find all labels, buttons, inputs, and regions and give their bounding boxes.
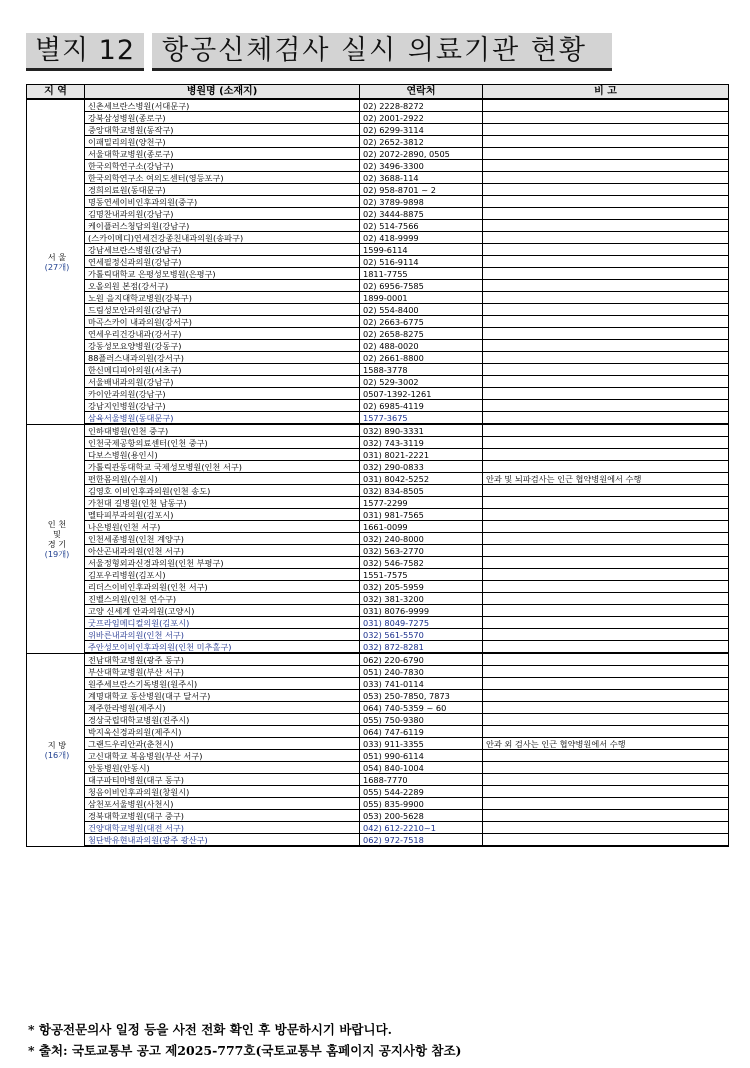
note [483,521,729,533]
region-name-line: 경 기 [47,538,67,549]
region-name-line: 및 [53,528,61,539]
region-cell [27,99,85,424]
table-row [27,629,729,641]
hospital-name: 주안성모이비인후과의원(인천 미추홀구) [85,641,360,654]
header-hospital: 병원명 (소재지) [85,85,360,100]
contact-number: 02) 2663-6775 [360,316,483,328]
table-row [27,376,729,388]
contact-number: 051) 990-6114 [360,750,483,762]
region-count: (19개) [44,548,70,559]
table-row [27,412,729,425]
table-row [27,148,729,160]
contact-number: 02) 2652-3812 [360,136,483,148]
note [483,798,729,810]
hospital-name: 전남대학교병원(광주 동구) [85,653,360,666]
hospital-name: 안동병원(안동시) [85,762,360,774]
note [483,352,729,364]
contact-number: 064) 740-5359 ~ 60 [360,702,483,714]
contact-number: 02) 3688-114 [360,172,483,184]
table-row [27,473,729,485]
contact-number: 1588-3778 [360,364,483,376]
hospital-name: 한국의학연구소(강남구) [85,160,360,172]
hospital-name: 부산대학교병원(부산 서구) [85,666,360,678]
note [483,678,729,690]
table-row [27,617,729,629]
hospital-name: 제주한라병원(제주시) [85,702,360,714]
table-row [27,545,729,557]
note [483,545,729,557]
note [483,533,729,545]
hospital-name: 건양대학교병원(대전 서구) [85,822,360,834]
note [483,617,729,629]
table-row [27,738,729,750]
table-row [27,268,729,280]
hospital-name: 가천대 길병원(인천 남동구) [85,497,360,509]
hospital-name: (스카이메디)연세건강종친내과의원(송파구) [85,232,360,244]
hospital-name: 신촌세브란스병원(서대문구) [85,99,360,112]
table-row [27,208,729,220]
contact-number: 1899-0001 [360,292,483,304]
hospital-name: 인천국제공항의료센터(인천 중구) [85,437,360,449]
table-row [27,750,729,762]
table-row [27,581,729,593]
note [483,449,729,461]
note [483,208,729,220]
hospital-name: 고신대학교 복음병원(부산 서구) [85,750,360,762]
table-row [27,786,729,798]
note [483,581,729,593]
contact-number: 033) 741-0114 [360,678,483,690]
note [483,196,729,208]
note [483,232,729,244]
contact-number: 02) 516-9114 [360,256,483,268]
contact-number: 032) 240-8000 [360,533,483,545]
note [483,437,729,449]
contact-number: 1811-7755 [360,268,483,280]
note [483,268,729,280]
table-row [27,292,729,304]
region-count: (27개) [44,261,70,272]
hospital-name: 경북대학교병원(대구 중구) [85,810,360,822]
contact-number: 032) 834-8505 [360,485,483,497]
contact-number: 055) 750-9380 [360,714,483,726]
hospital-name: 카이안과의원(강남구) [85,388,360,400]
hospital-name: 강남세브란스병원(강남구) [85,244,360,256]
table-row [27,521,729,533]
header-contact: 연락처 [360,85,483,100]
table-row [27,666,729,678]
note: 안과 및 뇌파검사는 인근 협약병원에서 수행 [483,473,729,485]
note [483,702,729,714]
region-name [30,519,84,549]
hospital-name: 리더스이비인후과의원(인천 서구) [85,581,360,593]
region-name [30,252,84,262]
hospital-name: 강남지인병원(강남구) [85,400,360,412]
contact-number: 032) 890-3331 [360,424,483,437]
note [483,641,729,654]
hospital-name: 멜타피부과의원(김포시) [85,509,360,521]
note [483,810,729,822]
contact-number: 02) 958-8701 ~ 2 [360,184,483,196]
note [483,244,729,256]
hospital-name: 인천세종병원(인천 계양구) [85,533,360,545]
contact-number: 032) 546-7582 [360,557,483,569]
contact-number: 031) 8021-2221 [360,449,483,461]
contact-number: 1599-6114 [360,244,483,256]
hospital-name: 오올의원 본점(강서구) [85,280,360,292]
note [483,172,729,184]
note [483,786,729,798]
table-row [27,364,729,376]
table-row [27,256,729,268]
note [483,112,729,124]
hospital-name: 대구파티마병원(대구 동구) [85,774,360,786]
table-row [27,798,729,810]
contact-number: 02) 418-9999 [360,232,483,244]
contact-number: 062) 972-7518 [360,834,483,847]
table-row [27,569,729,581]
hospital-name: 강동성모요양병원(강동구) [85,340,360,352]
contact-number: 055) 544-2289 [360,786,483,798]
hospital-name: 원주세브란스기독병원(원주시) [85,678,360,690]
footnote-call-ahead: * 항공전문의사 일정 등을 사전 전화 확인 후 방문하시기 바랍니다. [28,1022,393,1037]
table-row [27,762,729,774]
table-row [27,557,729,569]
note [483,485,729,497]
contact-number: 1577-2299 [360,497,483,509]
table-row [27,810,729,822]
table-row [27,822,729,834]
contact-number: 1577-3675 [360,412,483,425]
table-row [27,714,729,726]
table-row [27,678,729,690]
header-note: 비 고 [483,85,729,100]
header-region: 지 역 [27,85,85,100]
region-cell [27,424,85,653]
note [483,148,729,160]
table-row [27,593,729,605]
contact-number: 02) 3789-9898 [360,196,483,208]
hospital-name: 계명대학교 동산병원(대구 달서구) [85,690,360,702]
note [483,340,729,352]
note [483,376,729,388]
note [483,774,729,786]
note [483,364,729,376]
note [483,400,729,412]
contact-number: 055) 835-9900 [360,798,483,810]
contact-number: 02) 554-8400 [360,304,483,316]
note [483,424,729,437]
contact-number: 053) 200-5628 [360,810,483,822]
hospital-name: 진벨스의원(인천 연수구) [85,593,360,605]
hospital-name: 그랜드우리안과(춘천시) [85,738,360,750]
region-count: (16개) [44,749,70,760]
hospital-name: 굿프라임메디컬의원(김포시) [85,617,360,629]
document-title [26,33,726,73]
hospital-name: 다보스병원(용인시) [85,449,360,461]
note [483,497,729,509]
region-name-line: 서 울 [47,251,67,262]
table-row [27,400,729,412]
hospital-name: 청음이비인후과의원(창원시) [85,786,360,798]
hospital-name: 김명찬내과의원(강남구) [85,208,360,220]
table-row [27,124,729,136]
contact-number: 031) 8076-9999 [360,605,483,617]
table-row [27,726,729,738]
hospital-name: 삼천포서울병원(사천시) [85,798,360,810]
table-body [27,99,729,846]
hospital-name: 박지욱신경과의원(제주시) [85,726,360,738]
hospital-table [26,84,729,847]
table-row [27,690,729,702]
contact-number: 02) 2228-8272 [360,99,483,112]
note [483,99,729,112]
contact-number: 031) 8049-7275 [360,617,483,629]
hospital-name: 노원 을지대학교병원(강북구) [85,292,360,304]
contact-number: 032) 563-2770 [360,545,483,557]
table-row [27,184,729,196]
note [483,280,729,292]
table-row [27,244,729,256]
hospital-name: 한국의학연구소 여의도센터(영등포구) [85,172,360,184]
hospital-name: 인하대병원(인천 중구) [85,424,360,437]
hospital-name: 마곡스카이 내과의원(강서구) [85,316,360,328]
note [483,184,729,196]
table-row [27,196,729,208]
note [483,822,729,834]
hospital-name: 이패밀리의원(양천구) [85,136,360,148]
note [483,605,729,617]
contact-number: 054) 840-1004 [360,762,483,774]
table-header-row [27,85,729,100]
contact-number: 1551-7575 [360,569,483,581]
note [483,726,729,738]
table-row [27,653,729,666]
table-row [27,437,729,449]
hospital-name: 서울배내과의원(강남구) [85,376,360,388]
hospital-name: 명동연세이비인후과의원(중구) [85,196,360,208]
contact-number: 053) 250-7850, 7873 [360,690,483,702]
contact-number: 032) 561-5570 [360,629,483,641]
hospital-name: 가톨릭관동대학교 국제성모병원(인천 서구) [85,461,360,473]
table-row [27,304,729,316]
contact-number: 032) 381-3200 [360,593,483,605]
table-row [27,461,729,473]
contact-number: 0507-1392-1261 [360,388,483,400]
hospital-name: 고양 신세계 안과의원(고양시) [85,605,360,617]
note [483,388,729,400]
hospital-name: 위바른내과의원(인천 서구) [85,629,360,641]
contact-number: 02) 514-7566 [360,220,483,232]
contact-number: 032) 743-3119 [360,437,483,449]
table-row [27,172,729,184]
region-cell [27,653,85,846]
contact-number: 1688-7770 [360,774,483,786]
note [483,316,729,328]
hospital-name: 중앙대학교병원(동작구) [85,124,360,136]
hospital-name: 아산곤내과의원(인천 서구) [85,545,360,557]
note [483,328,729,340]
region-name [30,740,84,750]
footnote-source: * 출처: 국토교통부 공고 제2025-777호(국토교통부 홈페이지 공지사항 참조) [28,1043,462,1058]
table-row [27,220,729,232]
note [483,593,729,605]
hospital-name: 한신메디피아의원(서초구) [85,364,360,376]
note [483,653,729,666]
hospital-name: 김포우리병원(김포시) [85,569,360,581]
contact-number: 031) 8042-5252 [360,473,483,485]
contact-number: 02) 3444-8875 [360,208,483,220]
page-title: 항공신체검사 실시 의료기관 현황 [152,33,612,71]
hospital-name: 첨단박유현내과의원(광주 광산구) [85,834,360,847]
table-row [27,112,729,124]
contact-number: 1661-0099 [360,521,483,533]
table-row [27,641,729,654]
table-row [27,232,729,244]
table-row [27,352,729,364]
note [483,220,729,232]
note [483,136,729,148]
table-row [27,136,729,148]
contact-number: 064) 747-6119 [360,726,483,738]
note [483,509,729,521]
appendix-label: 별지 12 [26,33,144,71]
hospital-name: 연세우리건강내과(강서구) [85,328,360,340]
table-row [27,328,729,340]
hospital-name: 편한몸의원(수원시) [85,473,360,485]
hospital-name: 경상국립대학교병원(진주시) [85,714,360,726]
note [483,834,729,847]
hospital-name: 서울대학교병원(종로구) [85,148,360,160]
contact-number: 051) 240-7830 [360,666,483,678]
hospital-name: 서울정형외과신경과의원(인천 부평구) [85,557,360,569]
contact-number: 032) 205-5959 [360,581,483,593]
table-row [27,509,729,521]
table-row [27,702,729,714]
hospital-name: 나은병원(인천 서구) [85,521,360,533]
note [483,629,729,641]
contact-number: 02) 6985-4119 [360,400,483,412]
note [483,292,729,304]
table-row [27,280,729,292]
note [483,690,729,702]
note [483,412,729,425]
contact-number: 02) 6299-3114 [360,124,483,136]
contact-number: 033) 911-3355 [360,738,483,750]
contact-number: 02) 2658-8275 [360,328,483,340]
note [483,124,729,136]
note [483,714,729,726]
hospital-name: 가톨릭대학교 은평성모병원(은평구) [85,268,360,280]
hospital-name: 김영호 이비인후과의원(인천 송도) [85,485,360,497]
region-name-line: 지 방 [47,739,67,750]
note [483,666,729,678]
note [483,160,729,172]
region-name-line: 인 천 [47,518,67,529]
note: 안과 외 검사는 인근 협약병원에서 수행 [483,738,729,750]
contact-number: 02) 2001-2922 [360,112,483,124]
hospital-name: 드림성모안과의원(강남구) [85,304,360,316]
contact-number: 02) 488-0020 [360,340,483,352]
note [483,304,729,316]
table-row [27,99,729,112]
table-row [27,834,729,847]
table-row [27,533,729,545]
table-row [27,340,729,352]
hospital-name: 삼육서울병원(동대문구) [85,412,360,425]
contact-number: 031) 981-7565 [360,509,483,521]
note [483,256,729,268]
note [483,750,729,762]
contact-number: 042) 612-2210~1 [360,822,483,834]
table-row [27,388,729,400]
hospital-name: 연세필정신과의원(강남구) [85,256,360,268]
hospital-name: 88플러스내과의원(강서구) [85,352,360,364]
table-row [27,316,729,328]
hospital-name: 강북삼성병원(종로구) [85,112,360,124]
table-row [27,485,729,497]
contact-number: 062) 220-6790 [360,653,483,666]
table-row [27,774,729,786]
contact-number: 02) 2661-8800 [360,352,483,364]
hospital-name: 케이플러스청담의원(강남구) [85,220,360,232]
table-row [27,497,729,509]
contact-number: 02) 2072-2890, 0505 [360,148,483,160]
contact-number: 02) 3496-3300 [360,160,483,172]
hospital-name: 경희의료원(동대문구) [85,184,360,196]
table-row [27,160,729,172]
table-row [27,424,729,437]
contact-number: 032) 290-0833 [360,461,483,473]
contact-number: 02) 6956-7585 [360,280,483,292]
table-row [27,449,729,461]
table-row [27,605,729,617]
contact-number: 032) 872-8281 [360,641,483,654]
note [483,762,729,774]
note [483,569,729,581]
contact-number: 02) 529-3002 [360,376,483,388]
note [483,557,729,569]
note [483,461,729,473]
